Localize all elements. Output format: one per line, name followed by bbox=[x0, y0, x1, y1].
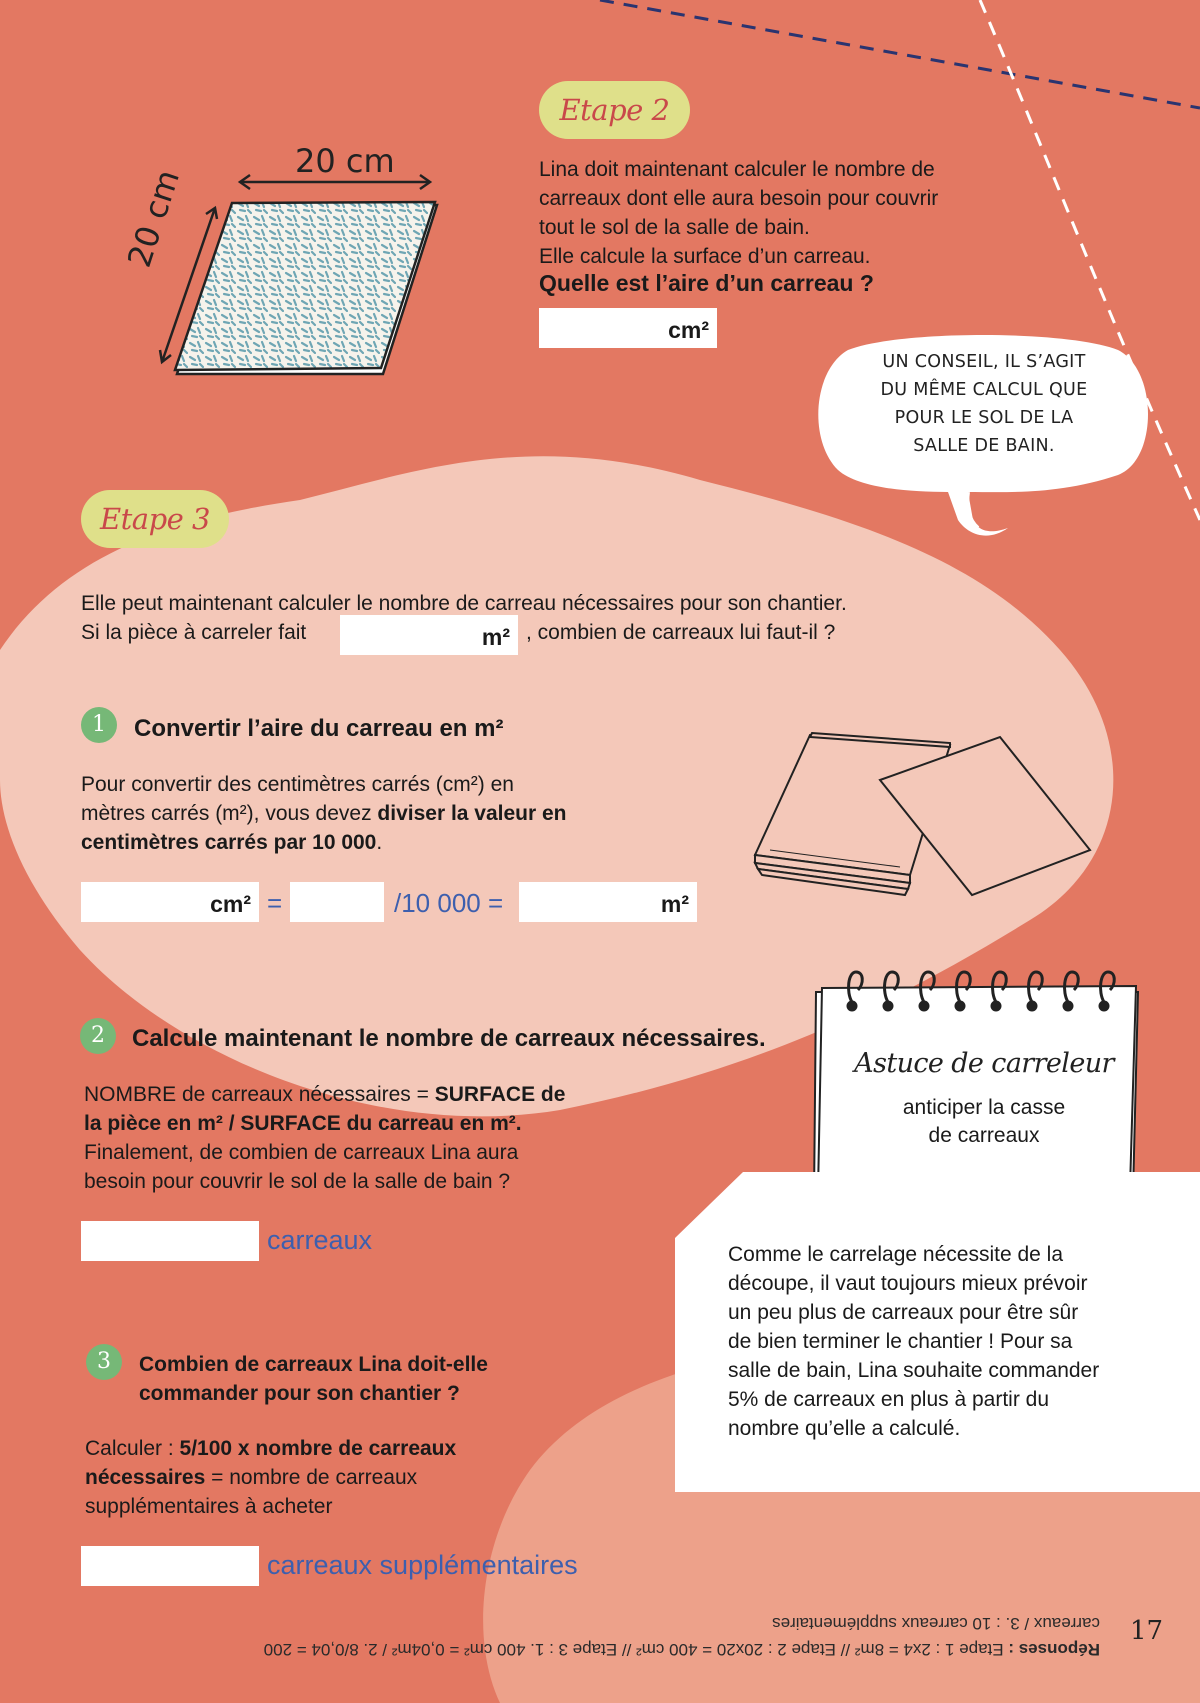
tile-height-label: 20 cm bbox=[120, 165, 187, 272]
bubble-line-4: SALLE DE BAIN. bbox=[913, 436, 1055, 456]
tile-m2-unit: m² bbox=[660, 891, 689, 917]
substep-1-line-1: Pour convertir des centimètres carrés (cm²) en bbox=[81, 773, 514, 796]
tile-count-input[interactable] bbox=[81, 1221, 259, 1261]
tile-area-unit: cm² bbox=[668, 317, 709, 343]
tile-stack-illustration bbox=[750, 725, 1100, 905]
room-area-unit: m² bbox=[481, 624, 510, 650]
step2-line-2: carreaux dont elle aura besoin pour couvrir bbox=[539, 187, 939, 210]
answers-line-1: Réponses : Etape 1 : 2x4 = 8m² // Etape 2 : 20x20 = 400 cm² // Etape 3 : 1. 400 cm² = 0,04m² / 2. 8/0,04 = 200 bbox=[263, 1640, 1100, 1659]
tip-line-4: de bien terminer le chantier ! Pour sa bbox=[728, 1330, 1073, 1353]
answers-block bbox=[110, 1610, 1100, 1662]
tip-line-2: découpe, il vaut toujours mieux prévoir bbox=[728, 1272, 1088, 1295]
bubble-line-3: POUR LE SOL DE LA bbox=[894, 408, 1074, 428]
substep-2-title: Calcule maintenant le nombre de carreaux nécessaires. bbox=[132, 1025, 766, 1052]
substep-2-line-1: NOMBRE de carreaux nécessaires = SURFACE de bbox=[84, 1083, 566, 1106]
substep-1-title: Convertir l’aire du carreau en m² bbox=[134, 715, 504, 742]
step2-question: Quelle est l’aire d’un carreau ? bbox=[539, 270, 874, 296]
step3-intro-line-1: Elle peut maintenant calculer le nombre de carreau nécessaires pour son chantier. bbox=[81, 592, 847, 615]
step3-pill: Etape 3 bbox=[81, 490, 229, 548]
substep-3-title-line-1: Combien de carreaux Lina doit-elle bbox=[139, 1353, 488, 1376]
step2-line-3: tout le sol de la salle de bain. bbox=[539, 216, 810, 239]
notepad-sub-line-1: anticiper la casse bbox=[902, 1096, 1066, 1119]
tip-line-7: nombre qu’elle a calculé. bbox=[728, 1417, 961, 1440]
bubble-line-1: UN CONSEIL, IL S’AGIT bbox=[882, 352, 1086, 372]
tile-cm2-unit: cm² bbox=[210, 891, 251, 917]
notepad-sub-line-2: de carreaux bbox=[928, 1124, 1040, 1147]
divide-label: /10 000 = bbox=[394, 888, 504, 918]
equals-sign: = bbox=[267, 888, 283, 918]
tip-line-3: un peu plus de carreaux pour être sûr bbox=[728, 1301, 1079, 1324]
answers-line-2: carreaux / 3. : 10 carreaux supplémentaires bbox=[772, 1614, 1100, 1633]
tile-value-input[interactable] bbox=[290, 882, 384, 922]
spiral-notepad bbox=[808, 962, 1140, 1202]
tile-area-input[interactable] bbox=[539, 308, 717, 348]
substep-3-number: 3 bbox=[86, 1344, 122, 1380]
step2-line-4: Elle calcule la surface d’un carreau. bbox=[539, 245, 871, 268]
tile-m2-input[interactable] bbox=[519, 882, 697, 922]
tip-line-6: 5% de carreaux en plus à partir du bbox=[728, 1388, 1050, 1411]
room-area-input[interactable] bbox=[340, 615, 518, 655]
substep-1-number: 1 bbox=[81, 707, 117, 743]
substep-2-line-4: besoin pour couvrir le sol de la salle de bain ? bbox=[84, 1170, 511, 1193]
tile-width-label: 20 cm bbox=[295, 142, 395, 180]
substep-2-number: 2 bbox=[80, 1018, 116, 1054]
substep-3-title-line-2: commander pour son chantier ? bbox=[139, 1382, 460, 1405]
notepad-title: Astuce de carreleur bbox=[854, 1048, 1114, 1079]
substep-2-line-2: la pièce en m² / SURFACE du carreau en m². bbox=[84, 1112, 522, 1135]
bubble-line-2: DU MÊME CALCUL QUE bbox=[880, 380, 1088, 400]
substep-3-line-2: nécessaires = nombre de carreaux bbox=[85, 1466, 418, 1489]
tile-cm2-input[interactable] bbox=[81, 882, 259, 922]
step2-pill: Etape 2 bbox=[539, 81, 690, 139]
substep-3-line-3: supplémentaires à acheter bbox=[85, 1495, 333, 1518]
step3-intro-before: Si la pièce à carreler fait bbox=[81, 621, 307, 644]
extra-tiles-input[interactable] bbox=[81, 1546, 259, 1586]
substep-3-line-1: Calculer : 5/100 x nombre de carreaux bbox=[85, 1437, 457, 1460]
extra-tiles-unit: carreaux supplémentaires bbox=[267, 1550, 578, 1580]
step3-intro-after: , combien de carreaux lui faut-il ? bbox=[526, 621, 836, 644]
tip-line-5: salle de bain, Lina souhaite commander bbox=[728, 1359, 1100, 1382]
tip-line-1: Comme le carrelage nécessite de la bbox=[728, 1243, 1063, 1266]
tile-count-unit: carreaux bbox=[267, 1225, 373, 1255]
dashed-line-navy bbox=[600, 0, 1200, 108]
substep-1-line-2: mètres carrés (m²), vous devez diviser la valeur en bbox=[81, 802, 567, 825]
substep-2-line-3: Finalement, de combien de carreaux Lina aura bbox=[84, 1141, 519, 1164]
page-number: 17 bbox=[1130, 1616, 1164, 1646]
step2-line-1: Lina doit maintenant calculer le nombre de bbox=[539, 158, 935, 181]
substep-1-line-3: centimètres carrés par 10 000. bbox=[81, 831, 383, 854]
